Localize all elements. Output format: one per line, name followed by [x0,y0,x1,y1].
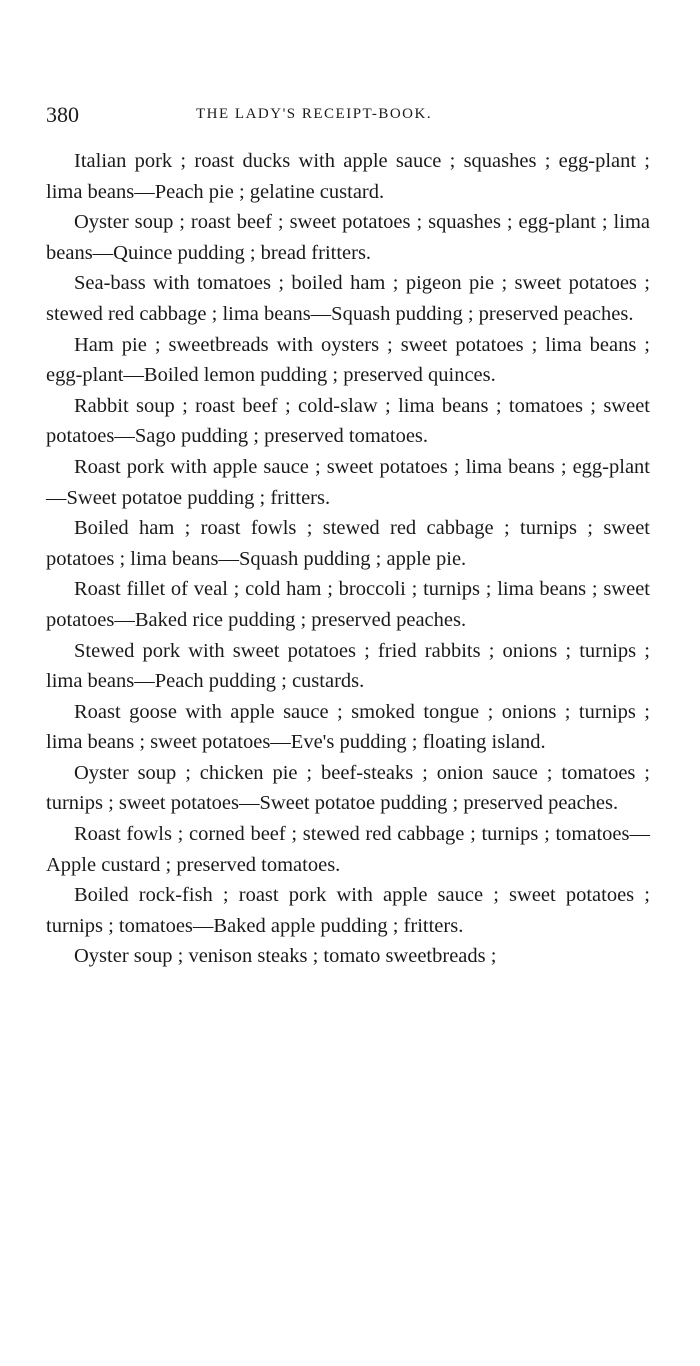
menu-paragraph: Boiled rock-fish ; roast pork with apple sauce ; sweet potatoes ; turnips ; tomatoes—Baked apple pudding ; fritters. [46,884,650,937]
menu-paragraph: Roast fillet of veal ; cold ham ; broccoli ; turnips ; lima beans ; sweet potatoes—Baked rice pudding ; preserved peaches. [46,578,650,631]
menu-paragraph: Roast goose with apple sauce ; smoked tongue ; onions ; turnips ; lima beans ; sweet potatoes—Eve's pudding ; floating island. [46,700,650,754]
page-number: 380 [46,102,79,127]
menu-list [46,146,650,972]
menu-paragraph: Ham pie ; sweetbreads with oysters ; sweet potatoes ; lima beans ; egg-plant—Boiled lemon pudding ; preserved quinces. [46,333,650,387]
menu-paragraph: Roast pork with apple sauce ; sweet potatoes ; lima beans ; egg-plant—Sweet potatoe pudding ; fritters. [46,455,650,509]
menu-paragraph: Stewed pork with sweet potatoes ; fried rabbits ; onions ; turnips ; lima beans—Peach pudding ; custards. [46,639,650,693]
page-header [46,102,646,132]
menu-paragraph: Oyster soup ; roast beef ; sweet potatoes ; squashes ; egg-plant ; lima beans—Quince pudding ; bread fritters. [46,211,650,264]
menu-paragraph: Rabbit soup ; roast beef ; cold-slaw ; lima beans ; tomatoes ; sweet potatoes—Sago pudding ; preserved tomatoes. [46,394,650,448]
menu-paragraph: Oyster soup ; venison steaks ; tomato sweetbreads ; [74,945,497,968]
menu-paragraph: Oyster soup ; chicken pie ; beef-steaks ; onion sauce ; tomatoes ; turnips ; sweet potatoes—Sweet potatoe pudding ; preserved peaches. [46,761,650,815]
running-title: THE LADY'S RECEIPT-BOOK. [196,106,433,122]
menu-paragraph: Sea-bass with tomatoes ; boiled ham ; pigeon pie ; sweet potatoes ; stewed red cabbage ; lima beans—Squash pudding ; preserved peaches. [46,272,650,325]
menu-paragraph: Boiled ham ; roast fowls ; stewed red cabbage ; turnips ; sweet potatoes ; lima beans—Squash pudding ; apple pie. [46,517,650,570]
menu-paragraph: Roast fowls ; corned beef ; stewed red cabbage ; turnips ; tomatoes—Apple custard ; preserved tomatoes. [46,823,650,876]
menu-paragraph: Italian pork ; roast ducks with apple sauce ; squashes ; egg-plant ; lima beans—Peach pie ; gelatine custard. [46,150,650,203]
